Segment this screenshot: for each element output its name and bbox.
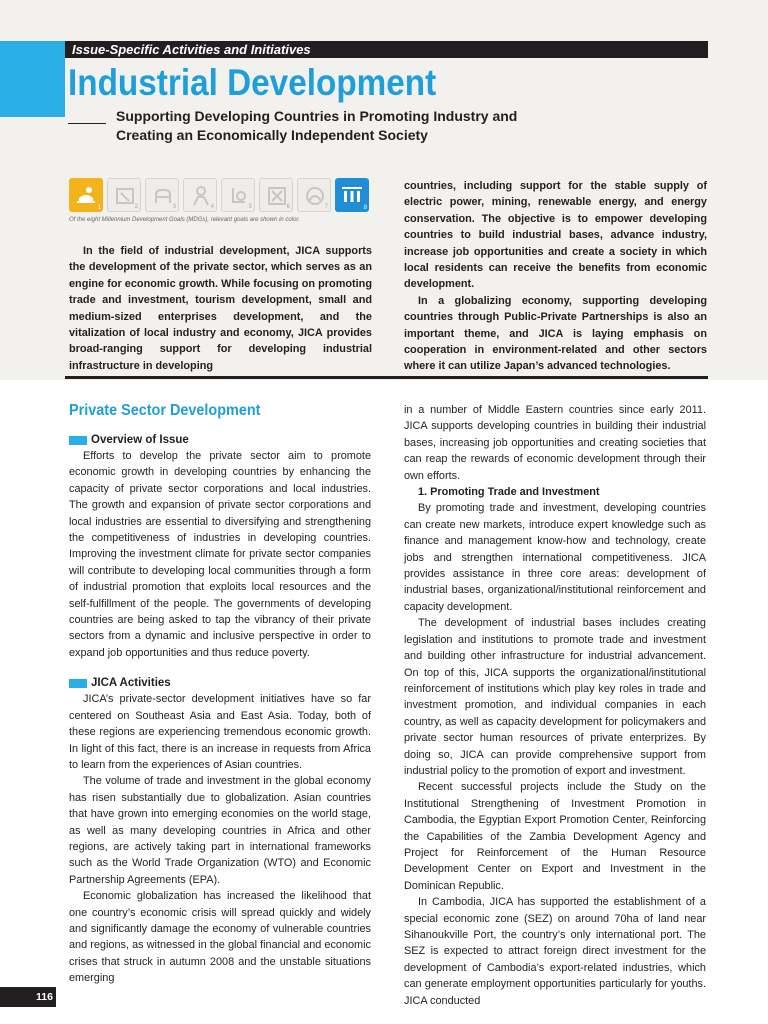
intro-right-column [404,178,707,375]
body-paragraph: Recent successful projects include the Study on the Institutional Strengthening of Investment Promotion in Cambodia, the Egyptian Export Promotion Center, Reinforcing the Capabilities of the Zambia Development Agency and Project for Reinforcement of the Human Resource Development Center on Export and Investment in the Dominican Republic. [404,781,706,892]
goal-7-environment-icon [297,178,331,212]
body-paragraph: in a number of Middle Eastern countries since early 2011. JICA supports developing countries in building their industrial bases, increasing job opportunities and creating societies that can reap the rewards of economic development through their own efforts. [404,404,706,482]
subtitle-line: Creating an Economically Independent Society [116,127,428,143]
trade-heading: 1. Promoting Trade and Investment [418,486,600,499]
goal-number: 3 [172,204,176,210]
body-paragraph: Efforts to develop the private sector aim to promote economic growth in developing countries by enhancing the capacity of private sector corporations and local industries. The growth and expansion of private sector corporations and local industries are essential to diversifying and strengthening the competitiveness of industries in developing countries. Improving the investment climate for private sector companies will contribute to developing local communities through a form of industrial promotion that exploits local resources and the self-fulfillment of the people. The governments of developing countries are being asked to tap the vibrancy of their private sectors from a dynamic and inclusive perspective in order to expand job opportunities and thus reduce poverty. [69,450,371,659]
body-paragraph: Economic globalization has increased the likelihood that one country’s economic crisis will spread quickly and widely and significantly damage the economy of vulnerable countries and regions, as witnessed in the global financial and economic crises that struck in autumn 2008 and the unstable situations emerging [69,890,371,985]
goal-8-partnership-icon [335,178,369,212]
body-paragraph: In Cambodia, JICA has supported the establishment of a special economic zone (SEZ) on around 70ha of land near Sihanoukville Port, the country’s only international port. The SEZ is expected to attract foreign direct investment for the development of Cambodia’s export-related industries, which can generate employment opportunities particularly for youths. JICA conducted [404,896,706,1007]
section-label: Issue-Specific Activities and Initiatives [72,42,311,57]
section-divider [65,376,708,379]
intro-paragraph: countries, including support for the stable supply of electric power, mining, renewable energy, and energy conservation. The objective is to empower developing countries to build industrial bases, advance industry, increase job opportunities and create a society in which local residents can receive the benefits from economic development. [404,180,707,291]
goal-1-poverty-hunger-icon [69,178,103,212]
subtitle-rule [68,123,106,124]
body-paragraph: The volume of trade and investment in the global economy has risen substantially due to globalization. Asian countries that have grown into emerging economies on the world stage, as well as many developing countries in Africa and other regions, are actively taking part in international frameworks such as the World Trade Organization (WTO) and Economic Partnership Agreements (EPA). [69,775,371,886]
intro-left-column [69,243,372,374]
body-paragraph: By promoting trade and investment, developing countries can create new markets, introduce expert knowledge such as finance and management know-how and technology, create jobs and strengthen international competitiveness. JICA provides assistance in three core areas: development of industrial bases, organizational/institutional reinforcement and capacity development. [404,502,706,613]
goal-2-education-icon [107,178,141,212]
section-title: Private Sector Development [69,402,261,419]
body-left-column [69,402,371,987]
page-number: 116 [36,991,53,1003]
body-paragraph: The development of industrial bases includes creating legislation and institutions to promote trade and investment and building other infrastructure for industrial advancement. On top of this, JICA supports the organizational/institutional reinforcement of institutions which play key roles in trade and investment promotion, and individual companies in each country, as well as capacity development for policymakers and private sector human resources of private enterprizes. By doing so, JICA can provide comprehensive support from industrial policy to the promotion of export and investment. [404,617,706,777]
bullet-square-icon [69,679,87,688]
accent-block [0,41,65,117]
goal-number: 2 [134,204,138,210]
mdg-icon-row [69,178,369,212]
subtitle [116,107,586,145]
page-title: Industrial Development [68,62,437,103]
bullet-square-icon [69,436,87,445]
overview-heading [69,432,371,448]
goal-number: 4 [210,204,214,210]
goal-number: 1 [97,205,101,211]
goal-number: 7 [324,204,328,210]
goal-number: 8 [363,205,367,211]
intro-paragraph: In a globalizing economy, supporting developing countries through Public-Private Partnerships is also an important theme, and JICA is laying emphasis on cooperation in environment-related and other sectors where it can utilize Japan’s advanced technologies. [404,294,707,373]
body-paragraph: JICA’s private-sector development initiatives have so far centered on Southeast Asia and East Asia. Today, both of these regions are experiencing tremendous economic growth. In light of this fact, there is an increase in requests from Africa to learn from the experiences of Asian countries. [69,693,371,771]
goal-number: 6 [286,204,290,210]
overview-heading-text: Overview of Issue [91,434,189,446]
goal-4-child-health-icon [183,178,217,212]
intro-paragraph: In the field of industrial development, JICA supports the development of the private sector, which serves as an engine for economic growth. While focusing on promoting trade and investment, tourism development, small and medium-sized enterprises development, and the vitalization of local industry and economy, JICA provides broad-ranging support for developing industrial infrastructure in developing [69,245,372,372]
mdg-note: Of the eight Millennium Development Goals (MDGs), relevant goals are shown in color. [69,217,300,223]
activities-heading-text: JICA Activities [91,677,171,690]
activities-heading [69,675,371,691]
goal-3-gender-equality-icon [145,178,179,212]
subtitle-line: Supporting Developing Countries in Promoting Industry and [116,108,518,124]
body-right-column [404,402,706,1009]
goal-number: 5 [248,204,252,210]
goal-5-maternal-health-icon [221,178,255,212]
goal-6-disease-icon [259,178,293,212]
